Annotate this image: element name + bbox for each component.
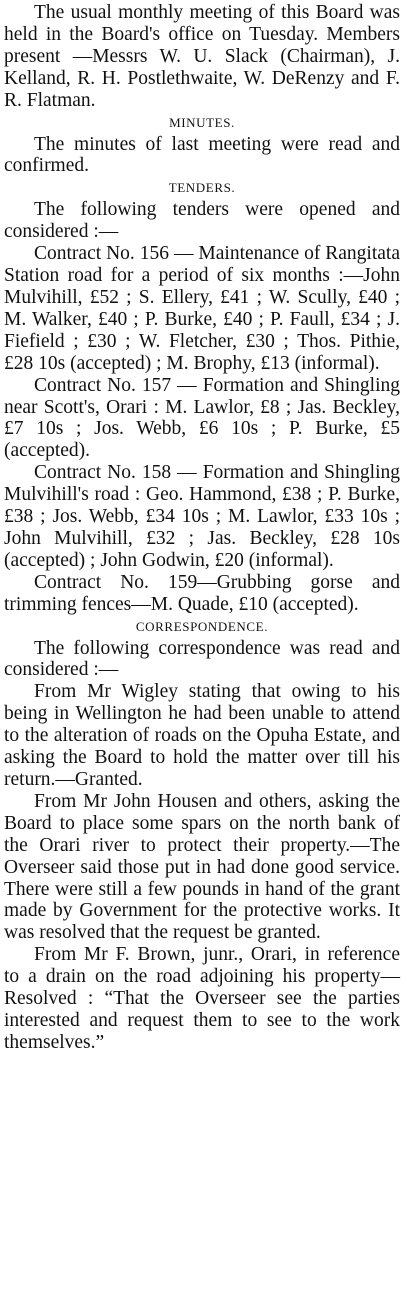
minutes-heading: MINUTES. (169, 114, 235, 130)
newspaper-column (4, 2, 400, 1054)
contract-156-paragraph: Contract No. 156 — Maintenance of Rangitata Station road for a period of six months :—John Mulvihill, £52 ; S. Ellery, £41 ; W. Scully, £40 ; M. Walker, £40 ; P. Burke, £40 ; P. Faull, £34 ; J. Fiefield ; £30 ; W. Fletcher, £30 ; Thos. Pithie, £28 10s (accepted) ; M. Brophy, £13 (informal). (4, 243, 400, 374)
correspondence-heading: CORRESPONDENCE. (135, 618, 269, 634)
meeting-intro-paragraph: The usual monthly meeting of this Board was held in the Board's office on Tuesday. Members present —Messrs W. U. Slack (Chairman), J. Kelland, R. H. Postlethwaite, W. DeRenzy and F. R. Flatman. (4, 2, 400, 111)
contract-157-paragraph: Contract No. 157 — Formation and Shingling near Scott's, Orari : M. Lawlor, £8 ; Jas. Beckley, £7 10s ; Jos. Webb, £6 10s ; P. Burke, £5 (accepted). (4, 374, 400, 462)
letter-housen-paragraph: From Mr John Housen and others, asking the Board to place some spars on the north bank of the Orari river to protect their property.—The Overseer said those put in had done good service. There were still a few pounds in hand of the grant made by Government for the protective works. It was resolved that the request be granted. (4, 790, 400, 944)
contract-159-paragraph: Contract No. 159—Grubbing gorse and trimming fences—M. Quade, £10 (accepted). (4, 571, 400, 615)
contract-158-paragraph: Contract No. 158 — Formation and Shingling Mulvihill's road : Geo. Hammond, £38 ; P. Burke, £38 ; Jos. Webb, £34 10s ; M. Lawlor, £33 10s ; John Mulvihill, £32 ; Jas. Beckley, £28 10s (accepted) ; John Godwin, £20 (informal). (4, 462, 400, 571)
letter-brown-paragraph: From Mr F. Brown, junr., Orari, in reference to a drain on the road adjoining his property—Resolved : “That the Overseer see the parties interested and request them to see to the work themselves.” (4, 944, 400, 1053)
minutes-paragraph: The minutes of last meeting were read and confirmed. (4, 133, 400, 177)
tenders-intro-paragraph: The following tenders were opened and considered :— (4, 199, 400, 243)
tenders-heading: TENDERS. (168, 180, 236, 196)
correspondence-intro-paragraph: The following correspondence was read and considered :— (4, 637, 400, 681)
letter-wigley-paragraph: From Mr Wigley stating that owing to his being in Wellington he had been unable to attend to the alteration of roads on the Opuha Estate, and asking the Board to hold the matter over till his return.—Granted. (4, 681, 400, 790)
